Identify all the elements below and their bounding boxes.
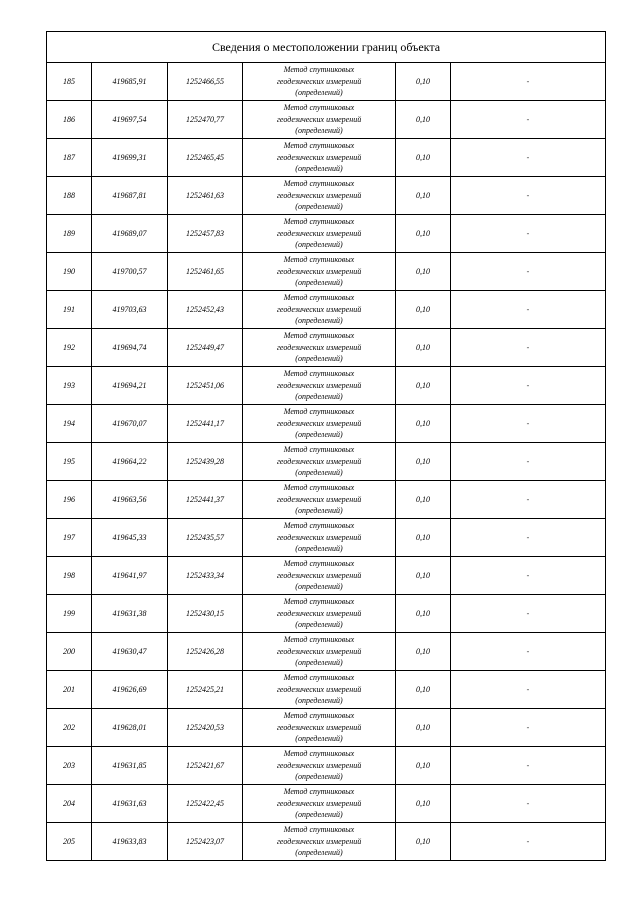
method-line: геодезических измерений bbox=[276, 646, 362, 656]
method-line: (определений) bbox=[295, 658, 343, 668]
x-coordinate-cell: 419670,07 bbox=[92, 405, 168, 443]
accuracy-cell: 0,10 bbox=[396, 215, 451, 253]
point-number-cell: 199 bbox=[47, 595, 92, 633]
point-number-cell: 194 bbox=[47, 405, 92, 443]
method-line: (определений) bbox=[295, 734, 343, 744]
table-row bbox=[47, 101, 606, 139]
table-row bbox=[47, 595, 606, 633]
method-line: (определений) bbox=[295, 278, 343, 288]
y-coordinate-cell: 1252430,15 bbox=[168, 595, 243, 633]
y-coordinate-cell: 1252441,17 bbox=[168, 405, 243, 443]
table-row bbox=[47, 329, 606, 367]
method-line: Метод спутниковых bbox=[283, 673, 355, 683]
method-line: Метод спутниковых bbox=[283, 407, 355, 417]
note-cell: - bbox=[451, 291, 606, 329]
point-number-cell: 188 bbox=[47, 177, 92, 215]
method-cell bbox=[243, 177, 396, 215]
table-row bbox=[47, 633, 606, 671]
y-coordinate-cell: 1252426,28 bbox=[168, 633, 243, 671]
table-row bbox=[47, 367, 606, 405]
x-coordinate-cell: 419689,07 bbox=[92, 215, 168, 253]
method-line: геодезических измерений bbox=[276, 380, 362, 390]
accuracy-cell: 0,10 bbox=[396, 595, 451, 633]
method-line: Метод спутниковых bbox=[283, 103, 355, 113]
method-line: Метод спутниковых bbox=[283, 521, 355, 531]
method-line: геодезических измерений bbox=[276, 228, 362, 238]
y-coordinate-cell: 1252461,65 bbox=[168, 253, 243, 291]
x-coordinate-cell: 419697,54 bbox=[92, 101, 168, 139]
table-row bbox=[47, 785, 606, 823]
point-number-cell: 185 bbox=[47, 63, 92, 101]
x-coordinate-cell: 419631,85 bbox=[92, 747, 168, 785]
accuracy-cell: 0,10 bbox=[396, 481, 451, 519]
y-coordinate-cell: 1252451,06 bbox=[168, 367, 243, 405]
x-coordinate-cell: 419626,69 bbox=[92, 671, 168, 709]
point-number-cell: 201 bbox=[47, 671, 92, 709]
method-cell bbox=[243, 671, 396, 709]
method-line: Метод спутниковых bbox=[283, 825, 355, 835]
y-coordinate-cell: 1252421,67 bbox=[168, 747, 243, 785]
note-cell: - bbox=[451, 557, 606, 595]
x-coordinate-cell: 419700,57 bbox=[92, 253, 168, 291]
method-cell bbox=[243, 481, 396, 519]
method-line: (определений) bbox=[295, 430, 343, 440]
method-cell bbox=[243, 519, 396, 557]
y-coordinate-cell: 1252422,45 bbox=[168, 785, 243, 823]
method-line: Метод спутниковых bbox=[283, 787, 355, 797]
x-coordinate-cell: 419694,21 bbox=[92, 367, 168, 405]
accuracy-cell: 0,10 bbox=[396, 329, 451, 367]
point-number-cell: 192 bbox=[47, 329, 92, 367]
method-line: (определений) bbox=[295, 316, 343, 326]
note-cell: - bbox=[451, 747, 606, 785]
x-coordinate-cell: 419645,33 bbox=[92, 519, 168, 557]
method-line: Метод спутниковых bbox=[283, 559, 355, 569]
accuracy-cell: 0,10 bbox=[396, 367, 451, 405]
table-header-row bbox=[47, 32, 606, 63]
method-line: (определений) bbox=[295, 240, 343, 250]
y-coordinate-cell: 1252435,57 bbox=[168, 519, 243, 557]
table-row bbox=[47, 177, 606, 215]
method-line: (определений) bbox=[295, 126, 343, 136]
note-cell: - bbox=[451, 63, 606, 101]
note-cell: - bbox=[451, 139, 606, 177]
y-coordinate-cell: 1252465,45 bbox=[168, 139, 243, 177]
y-coordinate-cell: 1252441,37 bbox=[168, 481, 243, 519]
method-cell bbox=[243, 329, 396, 367]
method-line: (определений) bbox=[295, 354, 343, 364]
method-line: (определений) bbox=[295, 582, 343, 592]
method-line: геодезических измерений bbox=[276, 570, 362, 580]
method-line: геодезических измерений bbox=[276, 684, 362, 694]
accuracy-cell: 0,10 bbox=[396, 253, 451, 291]
y-coordinate-cell: 1252423,07 bbox=[168, 823, 243, 861]
point-number-cell: 197 bbox=[47, 519, 92, 557]
point-number-cell: 204 bbox=[47, 785, 92, 823]
table-row bbox=[47, 405, 606, 443]
x-coordinate-cell: 419663,56 bbox=[92, 481, 168, 519]
method-cell bbox=[243, 215, 396, 253]
x-coordinate-cell: 419631,63 bbox=[92, 785, 168, 823]
note-cell: - bbox=[451, 253, 606, 291]
method-line: (определений) bbox=[295, 544, 343, 554]
y-coordinate-cell: 1252420,53 bbox=[168, 709, 243, 747]
table-row bbox=[47, 443, 606, 481]
table-row bbox=[47, 291, 606, 329]
note-cell: - bbox=[451, 367, 606, 405]
method-line: Метод спутниковых bbox=[283, 749, 355, 759]
method-line: геодезических измерений bbox=[276, 76, 362, 86]
table-row bbox=[47, 519, 606, 557]
method-cell bbox=[243, 709, 396, 747]
method-line: Метод спутниковых bbox=[283, 179, 355, 189]
x-coordinate-cell: 419631,38 bbox=[92, 595, 168, 633]
method-cell bbox=[243, 253, 396, 291]
note-cell: - bbox=[451, 329, 606, 367]
accuracy-cell: 0,10 bbox=[396, 139, 451, 177]
y-coordinate-cell: 1252439,28 bbox=[168, 443, 243, 481]
y-coordinate-cell: 1252466,55 bbox=[168, 63, 243, 101]
accuracy-cell: 0,10 bbox=[396, 747, 451, 785]
x-coordinate-cell: 419664,22 bbox=[92, 443, 168, 481]
note-cell: - bbox=[451, 481, 606, 519]
table-row bbox=[47, 557, 606, 595]
method-line: геодезических измерений bbox=[276, 494, 362, 504]
method-cell bbox=[243, 823, 396, 861]
x-coordinate-cell: 419694,74 bbox=[92, 329, 168, 367]
method-line: Метод спутниковых bbox=[283, 597, 355, 607]
table-row bbox=[47, 139, 606, 177]
accuracy-cell: 0,10 bbox=[396, 291, 451, 329]
method-line: (определений) bbox=[295, 696, 343, 706]
note-cell: - bbox=[451, 785, 606, 823]
note-cell: - bbox=[451, 443, 606, 481]
point-number-cell: 205 bbox=[47, 823, 92, 861]
table-row bbox=[47, 709, 606, 747]
method-line: геодезических измерений bbox=[276, 114, 362, 124]
method-line: геодезических измерений bbox=[276, 418, 362, 428]
method-line: (определений) bbox=[295, 392, 343, 402]
point-number-cell: 200 bbox=[47, 633, 92, 671]
method-line: Метод спутниковых bbox=[283, 65, 355, 75]
method-line: геодезических измерений bbox=[276, 798, 362, 808]
method-cell bbox=[243, 747, 396, 785]
method-line: Метод спутниковых bbox=[283, 141, 355, 151]
y-coordinate-cell: 1252470,77 bbox=[168, 101, 243, 139]
table-title: Сведения о местоположении границ объекта bbox=[47, 32, 606, 63]
accuracy-cell: 0,10 bbox=[396, 101, 451, 139]
accuracy-cell: 0,10 bbox=[396, 671, 451, 709]
table-row bbox=[47, 481, 606, 519]
point-number-cell: 203 bbox=[47, 747, 92, 785]
method-line: Метод спутниковых bbox=[283, 483, 355, 493]
method-cell bbox=[243, 557, 396, 595]
accuracy-cell: 0,10 bbox=[396, 443, 451, 481]
table-row bbox=[47, 63, 606, 101]
method-line: геодезических измерений bbox=[276, 836, 362, 846]
method-line: геодезических измерений bbox=[276, 722, 362, 732]
point-number-cell: 193 bbox=[47, 367, 92, 405]
note-cell: - bbox=[451, 595, 606, 633]
method-cell bbox=[243, 139, 396, 177]
accuracy-cell: 0,10 bbox=[396, 405, 451, 443]
x-coordinate-cell: 419633,83 bbox=[92, 823, 168, 861]
accuracy-cell: 0,10 bbox=[396, 633, 451, 671]
point-number-cell: 198 bbox=[47, 557, 92, 595]
accuracy-cell: 0,10 bbox=[396, 519, 451, 557]
method-line: (определений) bbox=[295, 468, 343, 478]
y-coordinate-cell: 1252433,34 bbox=[168, 557, 243, 595]
method-cell bbox=[243, 785, 396, 823]
table-row bbox=[47, 253, 606, 291]
accuracy-cell: 0,10 bbox=[396, 557, 451, 595]
method-line: геодезических измерений bbox=[276, 304, 362, 314]
x-coordinate-cell: 419630,47 bbox=[92, 633, 168, 671]
point-number-cell: 196 bbox=[47, 481, 92, 519]
point-number-cell: 191 bbox=[47, 291, 92, 329]
x-coordinate-cell: 419641,97 bbox=[92, 557, 168, 595]
method-cell bbox=[243, 633, 396, 671]
method-cell bbox=[243, 291, 396, 329]
table-row bbox=[47, 823, 606, 861]
method-line: (определений) bbox=[295, 506, 343, 516]
note-cell: - bbox=[451, 633, 606, 671]
method-line: Метод спутниковых bbox=[283, 369, 355, 379]
method-line: (определений) bbox=[295, 810, 343, 820]
method-cell bbox=[243, 595, 396, 633]
method-line: Метод спутниковых bbox=[283, 217, 355, 227]
note-cell: - bbox=[451, 177, 606, 215]
x-coordinate-cell: 419687,81 bbox=[92, 177, 168, 215]
method-cell bbox=[243, 443, 396, 481]
x-coordinate-cell: 419628,01 bbox=[92, 709, 168, 747]
method-line: (определений) bbox=[295, 620, 343, 630]
method-cell bbox=[243, 405, 396, 443]
y-coordinate-cell: 1252449,47 bbox=[168, 329, 243, 367]
method-line: Метод спутниковых bbox=[283, 255, 355, 265]
note-cell: - bbox=[451, 671, 606, 709]
accuracy-cell: 0,10 bbox=[396, 63, 451, 101]
accuracy-cell: 0,10 bbox=[396, 785, 451, 823]
note-cell: - bbox=[451, 519, 606, 557]
x-coordinate-cell: 419685,91 bbox=[92, 63, 168, 101]
x-coordinate-cell: 419703,63 bbox=[92, 291, 168, 329]
y-coordinate-cell: 1252425,21 bbox=[168, 671, 243, 709]
method-line: геодезических измерений bbox=[276, 760, 362, 770]
point-number-cell: 195 bbox=[47, 443, 92, 481]
point-number-cell: 187 bbox=[47, 139, 92, 177]
method-line: геодезических измерений bbox=[276, 342, 362, 352]
method-line: (определений) bbox=[295, 772, 343, 782]
method-line: Метод спутниковых bbox=[283, 445, 355, 455]
method-line: геодезических измерений bbox=[276, 266, 362, 276]
method-line: Метод спутниковых bbox=[283, 293, 355, 303]
method-line: Метод спутниковых bbox=[283, 711, 355, 721]
note-cell: - bbox=[451, 823, 606, 861]
accuracy-cell: 0,10 bbox=[396, 823, 451, 861]
method-line: (определений) bbox=[295, 848, 343, 858]
method-line: геодезических измерений bbox=[276, 190, 362, 200]
note-cell: - bbox=[451, 709, 606, 747]
note-cell: - bbox=[451, 405, 606, 443]
method-cell bbox=[243, 367, 396, 405]
method-line: (определений) bbox=[295, 202, 343, 212]
accuracy-cell: 0,10 bbox=[396, 709, 451, 747]
table-row bbox=[47, 747, 606, 785]
table-body bbox=[47, 63, 606, 861]
point-number-cell: 186 bbox=[47, 101, 92, 139]
boundary-table bbox=[46, 31, 606, 861]
y-coordinate-cell: 1252452,43 bbox=[168, 291, 243, 329]
note-cell: - bbox=[451, 101, 606, 139]
x-coordinate-cell: 419699,31 bbox=[92, 139, 168, 177]
method-cell bbox=[243, 101, 396, 139]
method-line: геодезических измерений bbox=[276, 152, 362, 162]
y-coordinate-cell: 1252461,63 bbox=[168, 177, 243, 215]
method-line: (определений) bbox=[295, 164, 343, 174]
note-cell: - bbox=[451, 215, 606, 253]
point-number-cell: 202 bbox=[47, 709, 92, 747]
table-row bbox=[47, 671, 606, 709]
y-coordinate-cell: 1252457,83 bbox=[168, 215, 243, 253]
method-line: геодезических измерений bbox=[276, 456, 362, 466]
method-line: геодезических измерений bbox=[276, 532, 362, 542]
method-line: геодезических измерений bbox=[276, 608, 362, 618]
table-row bbox=[47, 215, 606, 253]
method-line: Метод спутниковых bbox=[283, 331, 355, 341]
method-line: (определений) bbox=[295, 88, 343, 98]
method-line: Метод спутниковых bbox=[283, 635, 355, 645]
point-number-cell: 190 bbox=[47, 253, 92, 291]
point-number-cell: 189 bbox=[47, 215, 92, 253]
accuracy-cell: 0,10 bbox=[396, 177, 451, 215]
method-cell bbox=[243, 63, 396, 101]
